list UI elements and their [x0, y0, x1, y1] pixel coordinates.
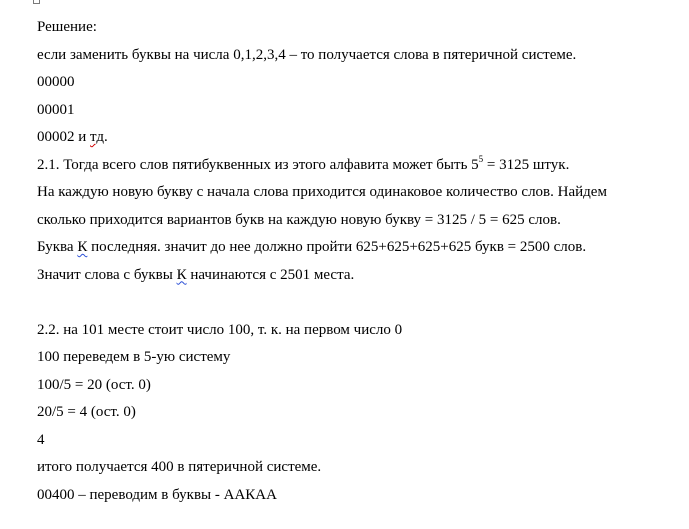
example-line-2: 00001: [37, 101, 75, 118]
example-line-3: [37, 124, 682, 152]
part1-line-5-start: Значит слова с буквы: [37, 266, 177, 283]
part2-line-2: 100 переведем в 5-ую систему: [37, 349, 231, 365]
part2-line-4: 20/5 = 4 (ост. 0): [37, 404, 136, 420]
part2-line-3: 100/5 = 20 (ост. 0): [37, 376, 151, 393]
power-exponent: 5: [478, 153, 484, 164]
part1-line-1-text: 2.1. Тогда всего слов пятибуквенных из этого алфавита может быть 5: [37, 156, 479, 173]
example-line-3-text: 00002 и: [37, 129, 91, 145]
example-line-1: 00000: [37, 74, 75, 90]
part2-line-7: 00400 – переводим в буквы - ААКАА: [37, 486, 277, 503]
flagged-letter-k: К: [77, 239, 88, 255]
flagged-letter-k: К: [176, 266, 187, 283]
part1-line-2: На каждую новую букву с начала слова приходится одинаковое количество слов. Найдем: [37, 184, 607, 200]
part1-line-4-start: Буква: [37, 239, 78, 255]
solution-heading: Решение:: [37, 19, 97, 35]
part2-line-1: 2.2. на 101 месте стоит число 100, т. к. на первом число 0: [37, 321, 403, 338]
part1-line-1-result: = 3125 штук.: [483, 156, 570, 173]
part1-line-5: [37, 262, 682, 290]
part1-line-4: [37, 234, 682, 262]
example-line-3-period: .: [104, 129, 108, 145]
misspelled-abbreviation: тд: [90, 129, 105, 145]
part1-line-5-end: начинаются с 2501 места.: [186, 266, 355, 283]
part2-line-6: итого получается 400 в пятеричной системе.: [37, 459, 322, 475]
intro-paragraph: если заменить буквы на числа 0,1,2,3,4 – то получается слова в пятеричной системе.: [37, 46, 577, 63]
part1-line-4-end: последняя. значит до нее должно пройти 625+625+625+625 букв = 2500 слов.: [87, 239, 587, 255]
blank-line: [37, 289, 682, 317]
part1-line-1: [37, 152, 682, 180]
part2-line-5: 4: [37, 431, 45, 448]
part1-line-3: сколько приходится вариантов букв на каждую новую букву = 3125 / 5 = 625 слов.: [37, 211, 561, 228]
object-anchor-marker: [33, 0, 40, 4]
document-body: [37, 14, 682, 509]
